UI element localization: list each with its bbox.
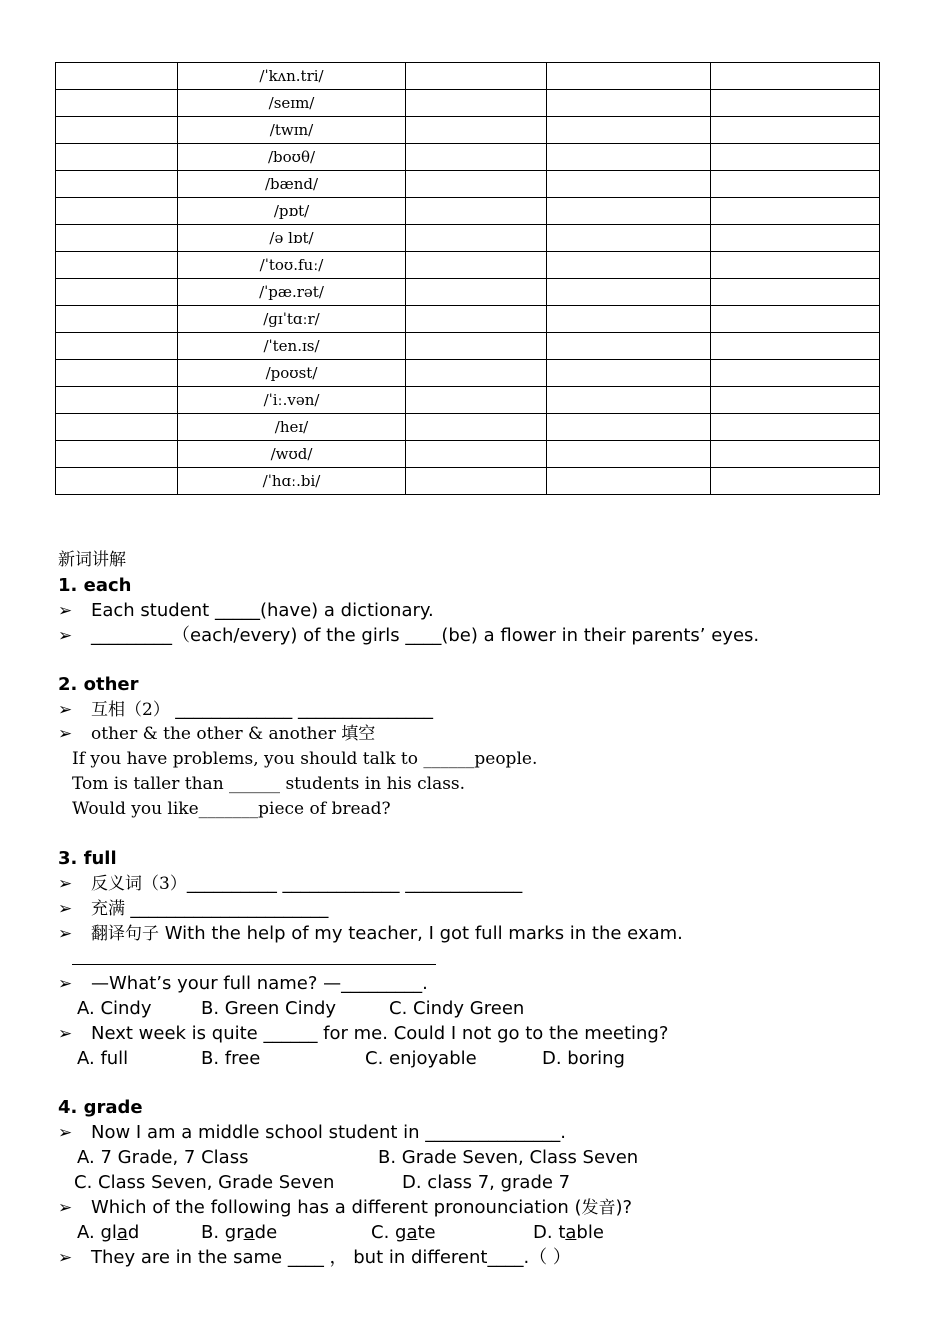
arrow-bullet-icon: ➢: [58, 899, 73, 919]
empty-cell: [547, 360, 711, 387]
empty-cell: [711, 387, 880, 414]
empty-cell: [56, 252, 178, 279]
empty-cell: [711, 144, 880, 171]
full-q5-options: A. full B. free C. enjoyable D. boring: [77, 1048, 625, 1069]
arrow-bullet-icon: ➢: [58, 626, 73, 646]
heading-each: 1. each: [58, 575, 132, 596]
full-q4-options: A. Cindy B. Green Cindy C. Cindy Green: [77, 998, 525, 1019]
empty-cell: [711, 441, 880, 468]
empty-cell: [56, 468, 178, 495]
heading-grade: 4. grade: [58, 1097, 143, 1118]
empty-cell: [406, 117, 547, 144]
each-q2: ➢ _________（each/every) of the girls ____(be) a flower in their parents’ eyes.: [58, 623, 918, 648]
empty-cell: [711, 63, 880, 90]
phonetic-cell: /wʊd/: [178, 441, 406, 468]
empty-cell: [547, 171, 711, 198]
content: [58, 548, 918, 1270]
empty-cell: [406, 90, 547, 117]
empty-cell: [56, 90, 178, 117]
vocab-row: [56, 360, 880, 387]
empty-cell: [547, 252, 711, 279]
empty-cell: [56, 414, 178, 441]
other-s1: If you have problems, you should talk to ______people.: [72, 749, 538, 769]
full-q3: ➢ 翻译句子 With the help of my teacher, I got full marks in the exam.: [58, 921, 918, 946]
grade-q3: ➢ They are in the same ____ ， but in different____.（ ）: [58, 1245, 918, 1270]
full-q4: ➢ —What’s your full name? —_________.: [58, 971, 918, 996]
empty-cell: [56, 63, 178, 90]
section-title: 新词讲解: [58, 550, 126, 570]
arrow-bullet-icon: ➢: [58, 974, 73, 994]
phonetic-cell: /ɡɪˈtɑːr/: [178, 306, 406, 333]
empty-cell: [711, 252, 880, 279]
empty-cell: [406, 387, 547, 414]
phonetic-cell: /pɒt/: [178, 198, 406, 225]
grade-q2: ➢ Which of the following has a different pronounciation (发音)?: [58, 1195, 918, 1220]
empty-cell: [406, 468, 547, 495]
each-q1: ➢ Each student _____(have) a dictionary.: [58, 598, 918, 623]
arrow-bullet-icon: ➢: [58, 924, 73, 944]
empty-cell: [547, 225, 711, 252]
grade-q1-options-row2: C. Class Seven, Grade Seven D. class 7, grade 7: [74, 1172, 571, 1193]
option-b: B. grade: [201, 1222, 278, 1243]
empty-cell: [406, 171, 547, 198]
phonetic-cell: /ˈhɑː.bi/: [178, 468, 406, 495]
empty-cell: [56, 171, 178, 198]
empty-cell: [711, 468, 880, 495]
empty-cell: [711, 198, 880, 225]
empty-cell: [711, 360, 880, 387]
heading-other: 2. other: [58, 674, 139, 695]
vocab-table: [55, 62, 880, 495]
empty-cell: [406, 333, 547, 360]
empty-cell: [711, 225, 880, 252]
vocab-row: [56, 414, 880, 441]
empty-cell: [711, 117, 880, 144]
vocab-row: [56, 252, 880, 279]
empty-cell: [406, 414, 547, 441]
empty-cell: [406, 441, 547, 468]
empty-cell: [56, 279, 178, 306]
empty-cell: [56, 144, 178, 171]
empty-cell: [406, 63, 547, 90]
empty-cell: [711, 306, 880, 333]
vocab-row: [56, 333, 880, 360]
empty-cell: [406, 306, 547, 333]
arrow-bullet-icon: ➢: [58, 601, 73, 621]
grade-q1: ➢ Now I am a middle school student in _______________.: [58, 1120, 918, 1145]
vocab-row: [56, 171, 880, 198]
phonetic-cell: /heɪ/: [178, 414, 406, 441]
option-c: C. gate: [371, 1222, 436, 1243]
other-q1: ➢ 互相（2） _____________ _______________: [58, 697, 918, 722]
phonetic-cell: /seɪm/: [178, 90, 406, 117]
phonetic-cell: /ˈkʌn.tri/: [178, 63, 406, 90]
other-q2: ➢ other & the other & another 填空: [58, 722, 918, 747]
grade-q1-options-row1: A. 7 Grade, 7 Class B. Grade Seven, Class Seven: [77, 1147, 639, 1168]
empty-cell: [547, 468, 711, 495]
empty-cell: [406, 225, 547, 252]
arrow-bullet-icon: ➢: [58, 1123, 73, 1143]
phonetic-cell: /twɪn/: [178, 117, 406, 144]
full-q5: ➢ Next week is quite ______ for me. Could I not go to the meeting?: [58, 1021, 918, 1046]
vocab-row: [56, 306, 880, 333]
option-a: A. glad: [77, 1222, 140, 1243]
empty-cell: [547, 441, 711, 468]
other-s2: Tom is taller than ______ students in his class.: [72, 774, 466, 794]
arrow-bullet-icon: ➢: [58, 1198, 73, 1218]
empty-cell: [406, 252, 547, 279]
empty-cell: [56, 360, 178, 387]
empty-cell: [711, 90, 880, 117]
empty-cell: [56, 306, 178, 333]
empty-cell: [547, 63, 711, 90]
other-s3: Would you like_______piece of bread?: [72, 799, 391, 819]
empty-cell: [547, 144, 711, 171]
phonetic-cell: /ˈiː.vən/: [178, 387, 406, 414]
phonetic-cell: /poʊst/: [178, 360, 406, 387]
empty-cell: [56, 387, 178, 414]
empty-cell: [406, 198, 547, 225]
full-q2: ➢ 充满 ______________________: [58, 896, 918, 921]
empty-cell: [56, 198, 178, 225]
vocab-row: [56, 90, 880, 117]
empty-cell: [56, 333, 178, 360]
empty-cell: [711, 171, 880, 198]
empty-cell: [406, 144, 547, 171]
phonetic-cell: /ˈpæ.rət/: [178, 279, 406, 306]
phonetic-cell: /bænd/: [178, 171, 406, 198]
arrow-bullet-icon: ➢: [58, 724, 73, 744]
vocab-row: [56, 63, 880, 90]
full-q1: ➢ 反义词（3）__________ _____________ _____________: [58, 871, 918, 896]
vocab-row: [56, 468, 880, 495]
full-q3-answer-line: [58, 946, 918, 971]
empty-cell: [547, 333, 711, 360]
empty-cell: [711, 414, 880, 441]
arrow-bullet-icon: ➢: [58, 700, 73, 720]
phonetic-cell: /ˈten.ɪs/: [178, 333, 406, 360]
empty-cell: [547, 306, 711, 333]
empty-cell: [711, 279, 880, 306]
empty-cell: [547, 90, 711, 117]
empty-cell: [547, 387, 711, 414]
vocab-row: [56, 387, 880, 414]
vocab-row: [56, 144, 880, 171]
vocab-row: [56, 225, 880, 252]
vocab-row: [56, 441, 880, 468]
empty-cell: [406, 279, 547, 306]
vocab-row: [56, 279, 880, 306]
phonetic-cell: /boʊθ/: [178, 144, 406, 171]
empty-cell: [406, 360, 547, 387]
vocab-row: [56, 117, 880, 144]
arrow-bullet-icon: ➢: [58, 874, 73, 894]
option-d: D. table: [533, 1222, 604, 1243]
empty-cell: [56, 117, 178, 144]
empty-cell: [547, 117, 711, 144]
empty-cell: [56, 441, 178, 468]
arrow-bullet-icon: ➢: [58, 1248, 73, 1268]
vocab-row: [56, 198, 880, 225]
empty-cell: [56, 225, 178, 252]
heading-full: 3. full: [58, 848, 117, 869]
empty-cell: [711, 333, 880, 360]
empty-cell: [547, 198, 711, 225]
phonetic-cell: /ˈtoʊ.fuː/: [178, 252, 406, 279]
empty-cell: [547, 279, 711, 306]
arrow-bullet-icon: ➢: [58, 1024, 73, 1044]
phonetic-cell: /ə lɒt/: [178, 225, 406, 252]
empty-cell: [547, 414, 711, 441]
grade-q2-options: [58, 1220, 918, 1245]
